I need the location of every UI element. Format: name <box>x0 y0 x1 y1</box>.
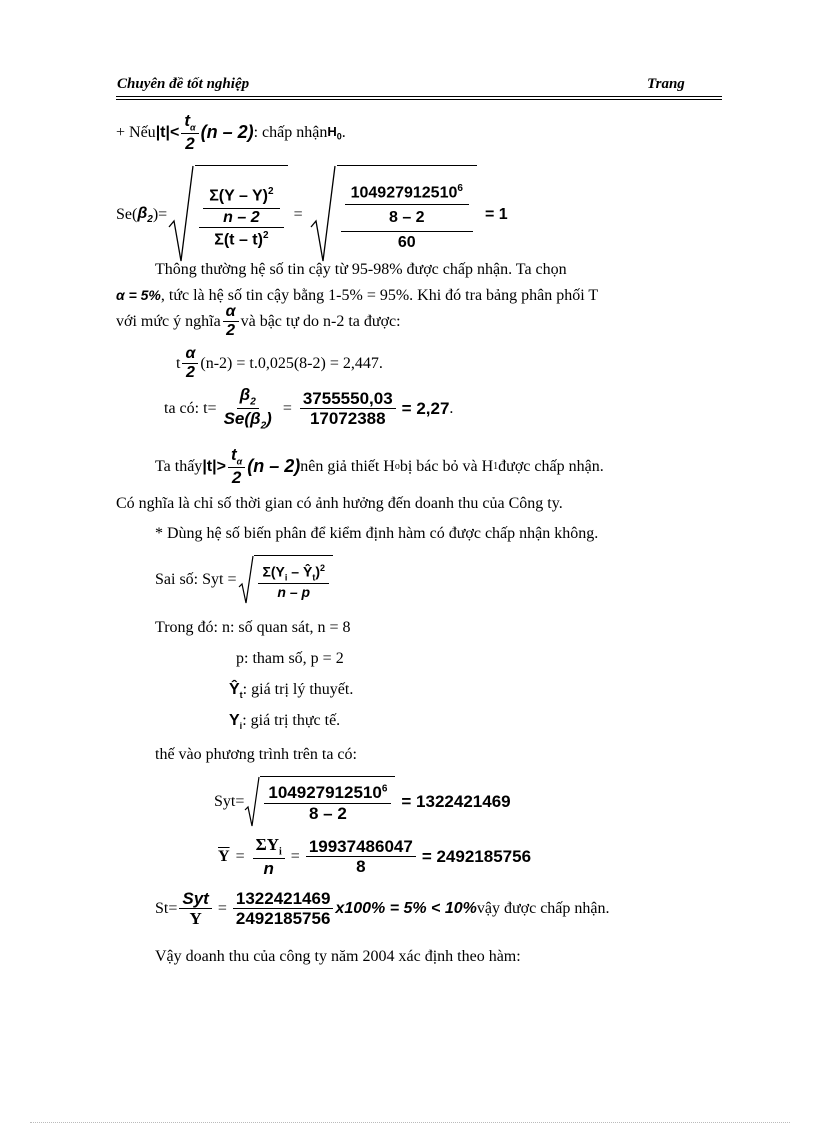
h0-symbol: H <box>327 123 337 139</box>
condition-suffix: : chấp nhận <box>253 123 328 141</box>
trongdo-line2: p: tham số, p = 2 <box>236 650 344 667</box>
syt-formula: Syt= $\frac{104927912510^6}{8 - 2}$ = 1322421469 <box>214 776 511 828</box>
para2-line2: Có nghĩa là chỉ số thời gian có ảnh hưởng đến doanh thu của Công ty. <box>116 495 563 512</box>
para1-line3: với mức ý nghĩa $\frac{\alpha}{2}$ và bậc tự do n-2 ta được: <box>116 303 401 339</box>
header-rule <box>116 96 722 97</box>
condition-end: . <box>341 123 346 141</box>
se-sqrt-2: $\frac{\frac{104927912510^6}{8 - 2}}{60}$ <box>309 165 477 265</box>
saiso-formula: Sai số: Syt = $\frac{\Sigma(Y_i - Ŷ_t)^2}{n - p}$ <box>155 555 333 605</box>
st-formula: St= $\frac{\text{Syt}}{Y}$ = $\frac{1322421469}{2492185756}$ x100% = 5% < 10% vậy được chấp nhận. <box>155 889 610 928</box>
condition-line: + Nếu |t|< $\frac{t_\alpha}{2}$ (n – 2) : chấp nhận $H_0$ . <box>116 111 346 153</box>
se-sqrt-1: $\frac{\frac{\Sigma(Y - Y)^2}{n - 2}}{\Sigma(t - t)^2}$ <box>167 165 287 265</box>
se-close: )= <box>152 206 168 223</box>
condition-prefix: + Nếu <box>116 123 156 141</box>
se-label: Se( <box>116 206 138 223</box>
trongdo-line3: $Ŷ_t$: giá trị lý thuyết. <box>229 681 354 701</box>
para2-line1: Ta thấy |t|> $\frac{t_\alpha}{2}$ (n – 2) nên giả thiết H o bị bác bỏ và H 1 được chấp nhận. <box>155 445 604 487</box>
bullet-line: * Dùng hệ số biến phân để kiểm định hàm có được chấp nhận không. <box>155 525 599 542</box>
se-result: = 1 <box>484 206 508 223</box>
ybar-formula: $\overline{Y}$ = $\frac{\Sigma Y_i}{n}$ = $\frac{19937486047}{8}$ = 2492185756 <box>218 835 532 878</box>
para1-line1: Thông thường hệ số tin cậy từ 95-98% được chấp nhận. Ta chọn <box>155 261 567 278</box>
trongdo-line4: $Y_i$: giá trị thực tế. <box>229 712 341 732</box>
header-rule-2 <box>116 99 722 100</box>
se-formula: Se( $\beta_2$ )= $\frac{\frac{\Sigma(Y - Y)^2}{n - 2}}{\Sigma(t - t)^2}$ = $\frac{\frac{104927912510^6}{8 - 2}}{60}$ = 1 <box>116 165 508 265</box>
vay-line: Vậy doanh thu của công ty năm 2004 xác định theo hàm: <box>155 948 521 965</box>
para1-line2: α = 5%, tức là hệ số tin cậy bằng 1-5% = 95%. Khi đó tra bảng phân phối T <box>116 287 599 304</box>
t-critical-line: t $\frac{\alpha}{2}$ (n-2) = t.0,025(8-2) = 2,447. <box>176 345 383 381</box>
condition-abs-t: |t|< <box>155 123 180 141</box>
trongdo-line1: Trong đó: n: số quan sát, n = 8 <box>155 619 351 636</box>
condition-paren: (n – 2) <box>200 122 254 143</box>
header-title: Chuyên đề tốt nghiệp <box>117 76 250 92</box>
t-statistic-line: ta có: t= $\frac{\beta_2}{Se(\beta_2)}$ = $\frac{3755550,03}{17072388}$ = 2,27 . <box>164 385 454 432</box>
condition-fraction: $\frac{t_\alpha}{2}$ <box>181 112 198 153</box>
header-page-label: Trang <box>647 76 685 92</box>
se-eq: = <box>293 206 303 223</box>
thevao-line: thế vào phương trình trên ta có: <box>155 746 357 763</box>
